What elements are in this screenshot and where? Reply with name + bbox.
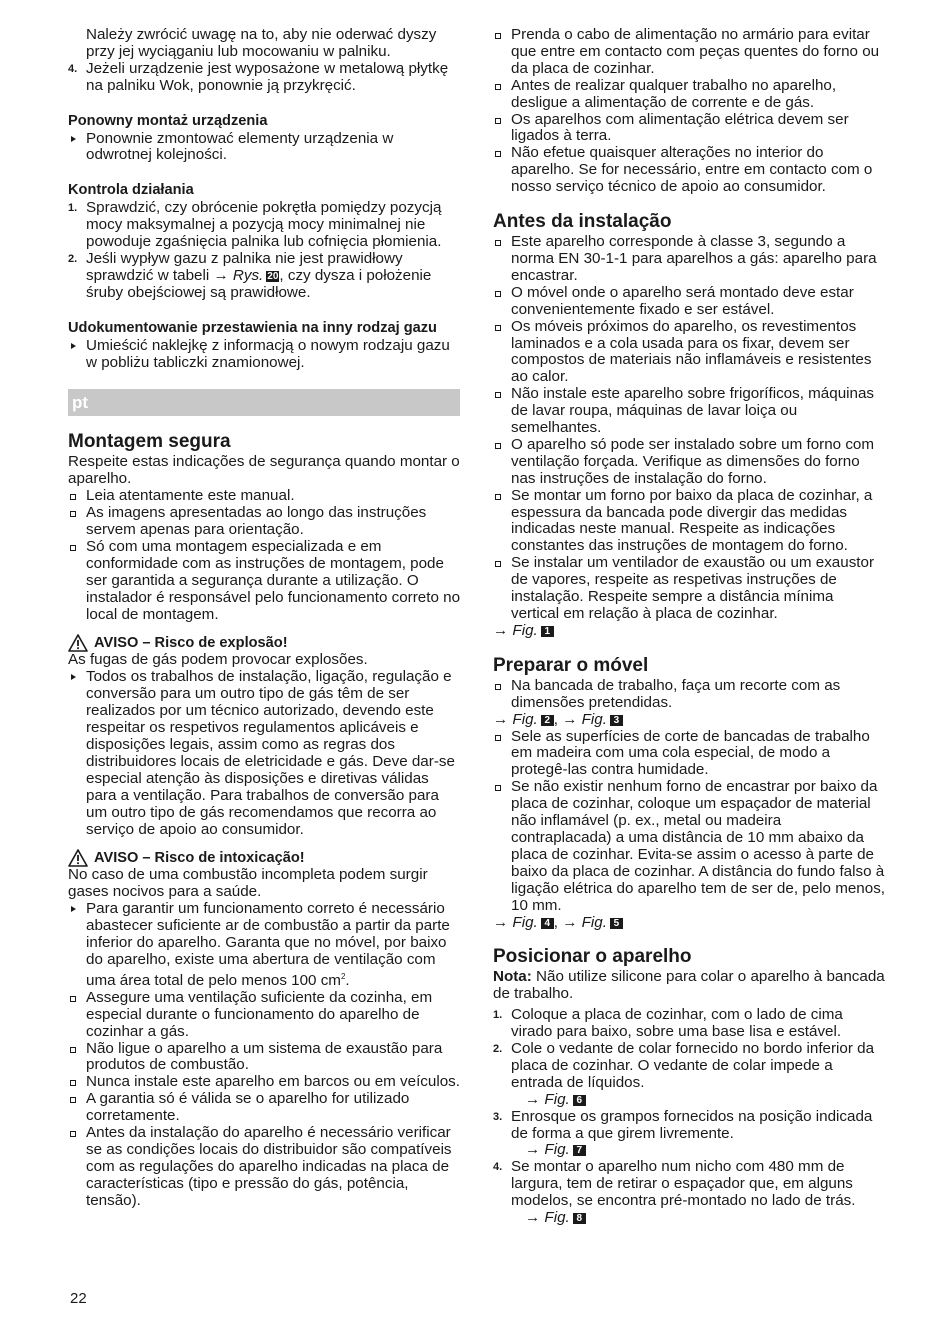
square-bullet-icon [495,494,501,500]
note-label: Nota: [493,968,532,986]
arrow-icon: → [493,913,509,931]
list-item: Na bancada de trabalho, faça um recorte com as dimensões pretendidas. [493,678,885,712]
step-list [68,200,460,301]
square-bullet-icon [495,291,501,297]
note: Nota: Não utilize silicone para colar o aparelho à bancada de trabalho. [493,968,885,1003]
warning-heading: AVISO – Risco de intoxicação! [68,849,460,867]
list-item: 2. Cole o vedante de colar fornecido no bordo inferior da placa de cozinhar. O vedante de colar impede a entrada de líquidos. → Fig. 6 [493,1040,875,1108]
step-number: 4. [493,1161,503,1174]
step-number: 1. [493,1009,503,1022]
square-bullet-icon [70,1097,76,1103]
figure-number-badge: 6 [573,1095,586,1106]
section-heading: Ponowny montaż urządzenia [68,112,268,129]
list-item: Se não existir nenhum forno de encastrar por baixo da placa de cozinhar, coloque um espaçador de material não inflamável (p. ex., metal ou madeira contraplacada) a uma distância de 10 mm abaixo da placa de cozinhar. Evita-se assim o acesso à parte de baixo da placa de cozinhar. A distância do fundo falso à ligação elétrica do aparelho tem de ser de, pelo menos, 10 mm. [493,779,885,914]
list-item: Não instale este aparelho sobre frigoríficos, máquinas de lavar roupa, máquinas de lavar loiça ou semelhantes. [493,386,885,437]
list-item: Prenda o cabo de alimentação no armário para evitar que entre em contacto com peças quentes do forno ou da placa de cozinhar. [493,27,885,78]
figure-number-badge: 20 [267,270,279,282]
step-text: Jeżeli urządzenie jest wyposażone w metalową płytkę na palniku Wok, ponownie ją przykręcić. [86,59,449,94]
arrow-icon: → [525,1209,541,1227]
list-item: Não efetue quaisquer alterações no interior do aparelho. Se for necessário, entre em contacto com o nosso serviço técnico de apoio ao consumidor. [493,145,885,196]
figure-reference: Rys. [232,266,264,284]
figure-number-badge: 7 [573,1145,586,1156]
list-item: Todos os trabalhos de instalação, ligação, regulação e conversão para um outro tipo de gás têm de ser realizados por um técnico autorizado, devendo este respeitar os respetivos regulamentos aplicáveis e disposições legais, assim como as regras dos distribuidores locais de eletricidade e gás. Deve dar-se especial atenção às disposições e diretivas válidas para a ventilação. Para trabalhos de conversão para um outro tipo de gás recomendamos que recorra ao serviço de apoio ao consumidor. [68,669,460,838]
instruction-list [68,901,460,1209]
left-column [68,27,460,1210]
square-bullet-icon [495,151,501,157]
arrow-icon: → [562,710,578,728]
list-item: Não ligue o aparelho a um sistema de exaustão para produtos de combustão. [68,1041,460,1075]
list-item: Só com uma montagem especializada e em conformidade com as instruções de montagem, pode ser garantida a segurança durante a utilização. O instalador é responsável pelo funcionamento correto no local de montagem. [68,539,460,624]
square-bullet-icon [495,785,501,791]
list-item: Antes de realizar qualquer trabalho no aparelho, desligue a alimentação de corrente e de gás. [493,78,885,112]
step-number: 3. [493,1110,503,1123]
list-item: A garantia só é válida se o aparelho for utilizado corretamente. [68,1091,460,1125]
list-item: 1. Sprawdzić, czy obrócenie pokrętła pomiędzy pozycją mocy maksymalnej a pozycją mocy minimalnej nie powoduje zgaśnięcia palnika lub cofnięcia płomienia. [68,199,442,251]
step-list [68,61,460,95]
step-number: 2. [68,252,78,265]
step-number: 4. [68,62,78,75]
superscript: 2 [340,971,346,981]
arrow-icon: → [525,1090,541,1108]
list-item: Se instalar um ventilador de exaustão ou um exaustor de vapores, respeite as respetivas instruções de instalação. Respeite sempre a distância mínima vertical em relação à placa de cozinhar. [493,555,885,623]
list-item: Este aparelho corresponde à classe 3, segundo a norma EN 30-1-1 para aparelhos a gás: aparelho para encastrar. [493,234,885,285]
square-bullet-icon [70,545,76,551]
list-item: 2. Jeśli wypływ gazu z palnika nie jest prawidłowy sprawdzić w tabeli → Rys. 20, czy dysza i położenie śruby obejściowej są prawidłowe. [68,249,432,301]
list-item: O aparelho só pode ser instalado sobre um forno com ventilação forçada. Verifique as dimensões do forno nas instruções de instalação do forno. [493,437,885,488]
instruction-list [68,669,460,838]
square-bullet-icon [495,84,501,90]
step-number: 2. [493,1043,503,1056]
figure-reference: → Fig. 2 , → Fig. 3 [493,712,885,729]
square-bullet-icon [495,325,501,331]
list-item: Sele as superfícies de corte de bancadas de trabalho em madeira com uma cola especial, de modo a protegê-las contra humidade. [493,729,885,780]
list-item: Para garantir um funcionamento correto é necessário abastecer suficiente ar de combustão a partir da parte inferior do aparelho. Garanta que no móvel, por baixo do aparelho, existe uma abertura de ventilação com uma área total de pelo menos 100 $cm^2$. [68,901,460,990]
instruction-list [68,338,460,372]
paragraph: Respeite estas indicações de segurança quando montar o aparelho. [68,453,460,488]
figure-reference: → Fig. 1 [493,623,885,640]
right-column [493,27,885,1227]
list-item: As imagens apresentadas ao longo das instruções servem apenas para orientação. [68,505,460,539]
list-item: 1. Coloque a placa de cozinhar, com o lado de cima virado para baixo, sobre uma base lisa e estável. [493,1006,843,1041]
list-item: O móvel onde o aparelho será montado deve estar convenientemente fixado e ser estável. [493,285,885,319]
arrow-bullet-icon [71,136,76,142]
arrow-bullet-icon [71,343,76,349]
square-bullet-icon [70,1131,76,1137]
bullet-list [493,27,885,196]
paragraph: No caso de uma combustão incompleta podem surgir gases nocivos para a saúde. [68,866,428,901]
bullet-list [68,488,460,623]
list-item: Umieścić naklejkę z informacją o nowym rodzaju gazu w pobliżu tabliczki znamionowej. [68,338,460,372]
section-title: Montagem segura [68,431,231,453]
bullet-list [493,729,885,915]
figure-number-badge: 4 [541,918,554,929]
figure-number-badge: 2 [541,715,554,726]
figure-number-badge: 5 [610,918,623,929]
step-list [493,1007,885,1227]
figure-reference: → Fig. 4 , → Fig. 5 [493,915,885,932]
section-title: Posicionar o aparelho [493,946,692,968]
square-bullet-icon [70,511,76,517]
paragraph: As fugas de gás podem provocar explosões. [68,651,368,669]
warning-triangle-icon [68,849,88,867]
list-item: 3. Enrosque os grampos fornecidos na posição indicada de forma a que girem livremente. → Fig. 7 [493,1107,873,1159]
square-bullet-icon [495,392,501,398]
warning-heading: AVISO – Risco de explosão! [68,634,460,652]
arrow-bullet-icon [71,906,76,912]
arrow-icon: → [562,913,578,931]
figure-reference: → Fig. 7 [511,1141,586,1158]
bullet-list [493,678,885,712]
language-bar [68,389,460,416]
square-bullet-icon [495,240,501,246]
square-bullet-icon [70,494,76,500]
list-item: Assegure uma ventilação suficiente da cozinha, em especial durante o funcionamento do aparelho de cozinhar a gás. [68,990,460,1041]
arrow-icon: → [213,266,229,284]
figure-reference: → Fig. 8 [511,1209,586,1226]
paragraph: Należy zwrócić uwagę na to, aby nie oderwać dyszy przy jej wyciąganiu lub mocowaniu w palniku. [86,26,437,60]
list-item: 4. Se montar o aparelho num nicho com 480 mm de largura, tem de retirar o espaçador que, em alguns modelos, se encontra pré-montado no lado de trás. → Fig. 8 [493,1158,856,1227]
language-code: pt [72,393,89,413]
square-bullet-icon [70,1047,76,1053]
list-item [68,61,460,95]
square-bullet-icon [495,561,501,567]
figure-number-badge: 8 [573,1213,586,1224]
figure-number-badge: 1 [541,626,554,637]
bullet-list [493,234,885,623]
list-item: Leia atentamente este manual. [68,488,460,505]
square-bullet-icon [495,118,501,124]
list-item: Se montar um forno por baixo da placa de cozinhar, a espessura da bancada pode divergir das medidas indicadas neste manual. Respeite as indicações constantes das instruções de montagem do forno. [493,488,885,556]
warning-triangle-icon [68,634,88,652]
figure-number-badge: 3 [610,715,623,726]
square-bullet-icon [495,443,501,449]
list-item: Antes da instalação do aparelho é necessário verificar se as condições locais do distribuidor são compatíveis com as regulações do aparelho indicadas na placa de características (tipo e pressão do gás, potência, tensão). [68,1125,460,1210]
step-number: 1. [68,202,78,215]
square-bullet-icon [70,1080,76,1086]
arrow-icon: → [493,710,509,728]
square-bullet-icon [495,33,501,39]
list-item: Os móveis próximos do aparelho, os revestimentos laminados e a cola usada para os fixar, devem ser compostos de materiais não inflamáveis e resistentes ao calor. [493,319,885,387]
instruction-list [68,131,460,165]
list-item: Os aparelhos com alimentação elétrica devem ser ligados à terra. [493,112,885,146]
page-number: 22 [70,1290,87,1307]
figure-reference: → Fig. 6 [511,1091,586,1108]
list-item: Ponownie zmontować elementy urządzenia w odwrotnej kolejności. [68,131,460,165]
section-title: Antes da instalação [493,211,672,233]
section-title: Preparar o móvel [493,654,649,676]
square-bullet-icon [70,996,76,1002]
square-bullet-icon [495,735,501,741]
arrow-bullet-icon [71,674,76,680]
arrow-icon: → [493,621,509,639]
square-bullet-icon [495,684,501,690]
list-item: Nunca instale este aparelho em barcos ou em veículos. [68,1074,460,1091]
arrow-icon: → [525,1141,541,1159]
section-heading: Kontrola działania [68,182,194,199]
section-heading: Udokumentowanie przestawienia na inny rodzaj gazu [68,319,437,336]
